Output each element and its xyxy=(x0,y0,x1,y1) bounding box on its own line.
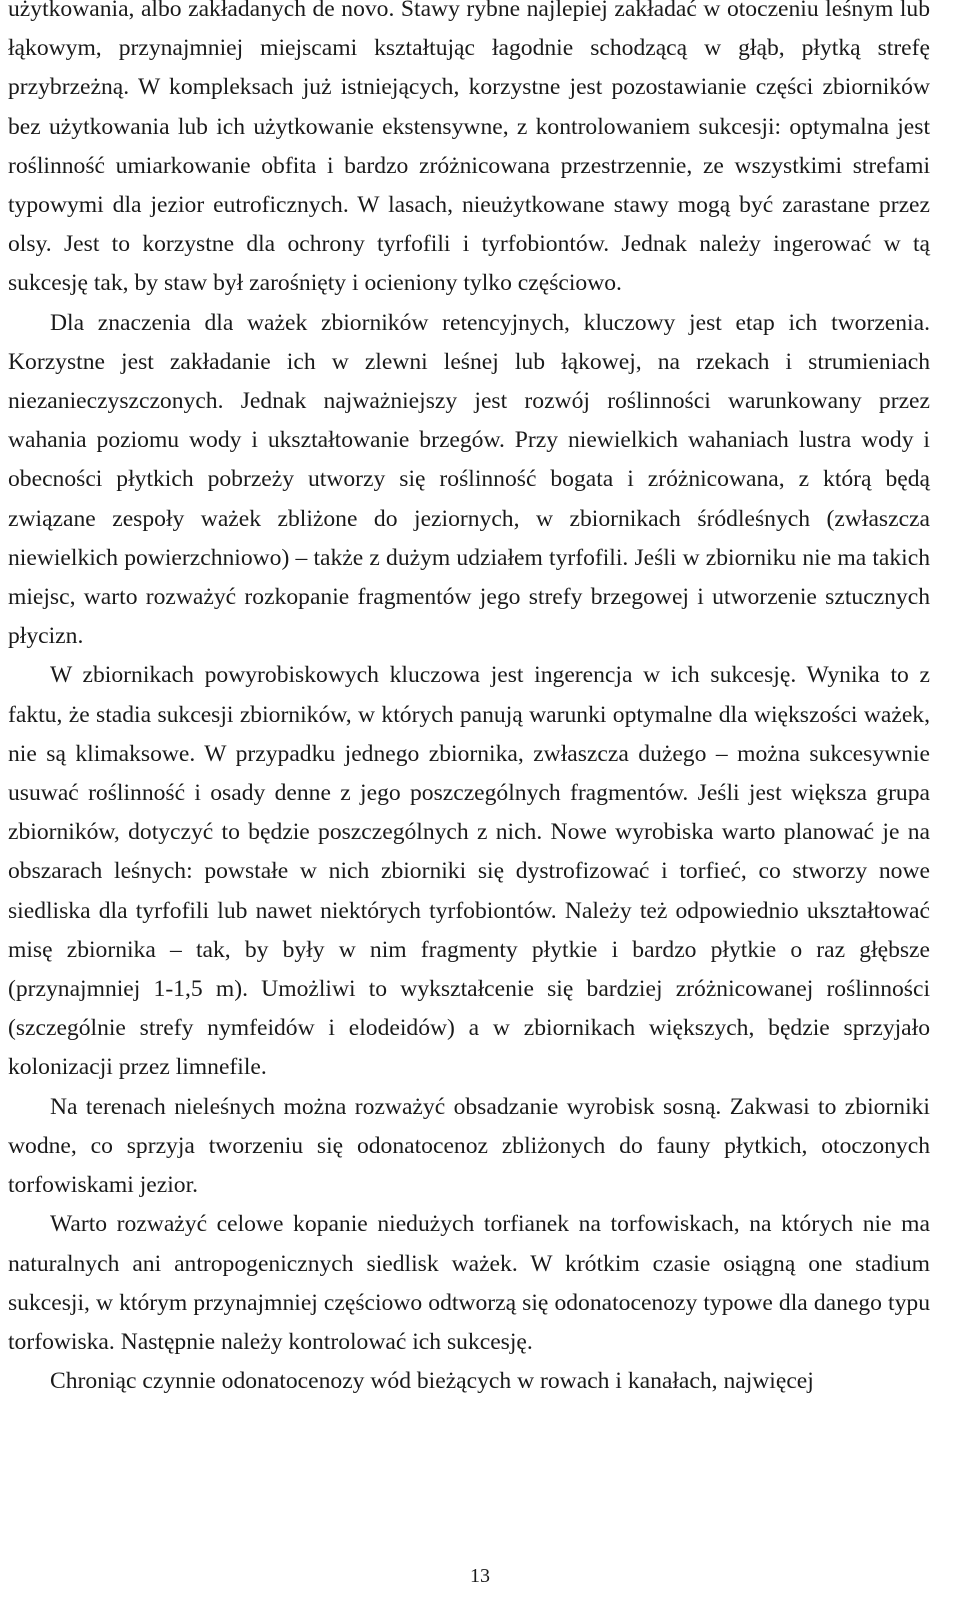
paragraph: Warto rozważyć celowe kopanie niedużych torfianek na torfowiskach, na których nie ma naturalnych ani antropogenicznych siedlisk ważek. W krótkim czasie osiągną one stadium sukcesji, w którym przynajmniej częściowo odtworzą się odonatocenozy typowe dla danego typu torfowiska. Następnie należy kontrolować ich sukcesję. xyxy=(8,1211,930,1355)
page-number: 13 xyxy=(470,1565,490,1587)
paragraph: Dla znaczenia dla ważek zbiorników retencyjnych, kluczowy jest etap ich tworzenia. Korzystne jest zakładanie ich w zlewni leśnej lub łąkowej, na rzekach i strumieniach niezanieczyszczonych. Jednak najważniejszy jest rozwój roślinności warunkowany przez wahania poziomu wody i ukształtowanie brzegów. Przy niewielkich wahaniach lustra wody i obecności płytkich pobrzeży utworzy się roślinność bogata i zróżnicowana, z którą będą związane zespoły ważek zbliżone do jeziornych, w zbiornikach śródleśnych (zwłaszcza niewielkich powierzchniowo) – także z dużym udziałem tyrfofili. Jeśli w zbiorniku nie ma takich miejsc, warto rozważyć rozkopanie fragmentów jego strefy brzegowej i utworzenie sztucznych płycizn. xyxy=(8,309,930,650)
paragraph: Na terenach nieleśnych można rozważyć obsadzanie wyrobisk sosną. Zakwasi to zbiorniki wodne, co sprzyja tworzeniu się odonatocenoz zbliżonych do fauny płytkich, otoczonych torfowiskami jezior. xyxy=(8,1093,930,1199)
body-text xyxy=(8,0,930,1401)
paragraph: W zbiornikach powyrobiskowych kluczowa jest ingerencja w ich sukcesję. Wynika to z faktu, że stadia sukcesji zbiorników, w których panują warunki optymalne dla większości ważek, nie są klimaksowe. W przypadku jednego zbiornika, zwłaszcza dużego – można sukcesywnie usuwać roślinność i osady denne z jego poszczególnych fragmentów. Jeśli jest większa grupa zbiorników, dotyczyć to będzie poszczególnych z nich. Nowe wyrobiska warto planować je na obszarach leśnych: powstałe w nich zbiorniki się dystrofizować i torfieć, co stworzy nowe siedliska dla tyrfofili lub nawet niektórych tyrfobiontów. Należy też odpowiednio ukształtować misę zbiornika – tak, by były w nim fragmenty płytkie i bardzo płytkie o raz głębsze (przynajmniej 1-1,5 m). Umożliwi to wykształcenie się bardziej zróżnicowanej roślinności (szczególnie strefy nymfeidów i elodeidów) a w zbiornikach większych, będzie sprzyjało kolonizacji przez limnefile. xyxy=(8,662,930,1081)
paragraph-last: Chroniąc czynnie odonatocenozy wód bieżących w rowach i kanałach, najwięcej xyxy=(50,1368,814,1395)
paragraph: użytkowania, albo zakładanych de novo. Stawy rybne najlepiej zakładać w otoczeniu leśnym lub łąkowym, przynajmniej miejscami kształtując łagodnie schodzącą w głąb, płytką strefę przybrzeżną. W kompleksach już istniejących, korzystne jest pozostawianie części zbiorników bez użytkowania lub ich użytkowanie ekstensywne, z kontrolowaniem sukcesji: optymalna jest roślinność umiarkowanie obfita i bardzo zróżnicowana przestrzennie, ze wszystkimi strefami typowymi dla jezior eutroficznych. W lasach, nieużytkowane stawy mogą być zarastane przez olsy. Jest to korzystne dla ochrony tyrfofili i tyrfobiontów. Jednak należy ingerować w tą sukcesję tak, by staw był zarośnięty i ocieniony tylko częściowo. xyxy=(8,0,930,297)
